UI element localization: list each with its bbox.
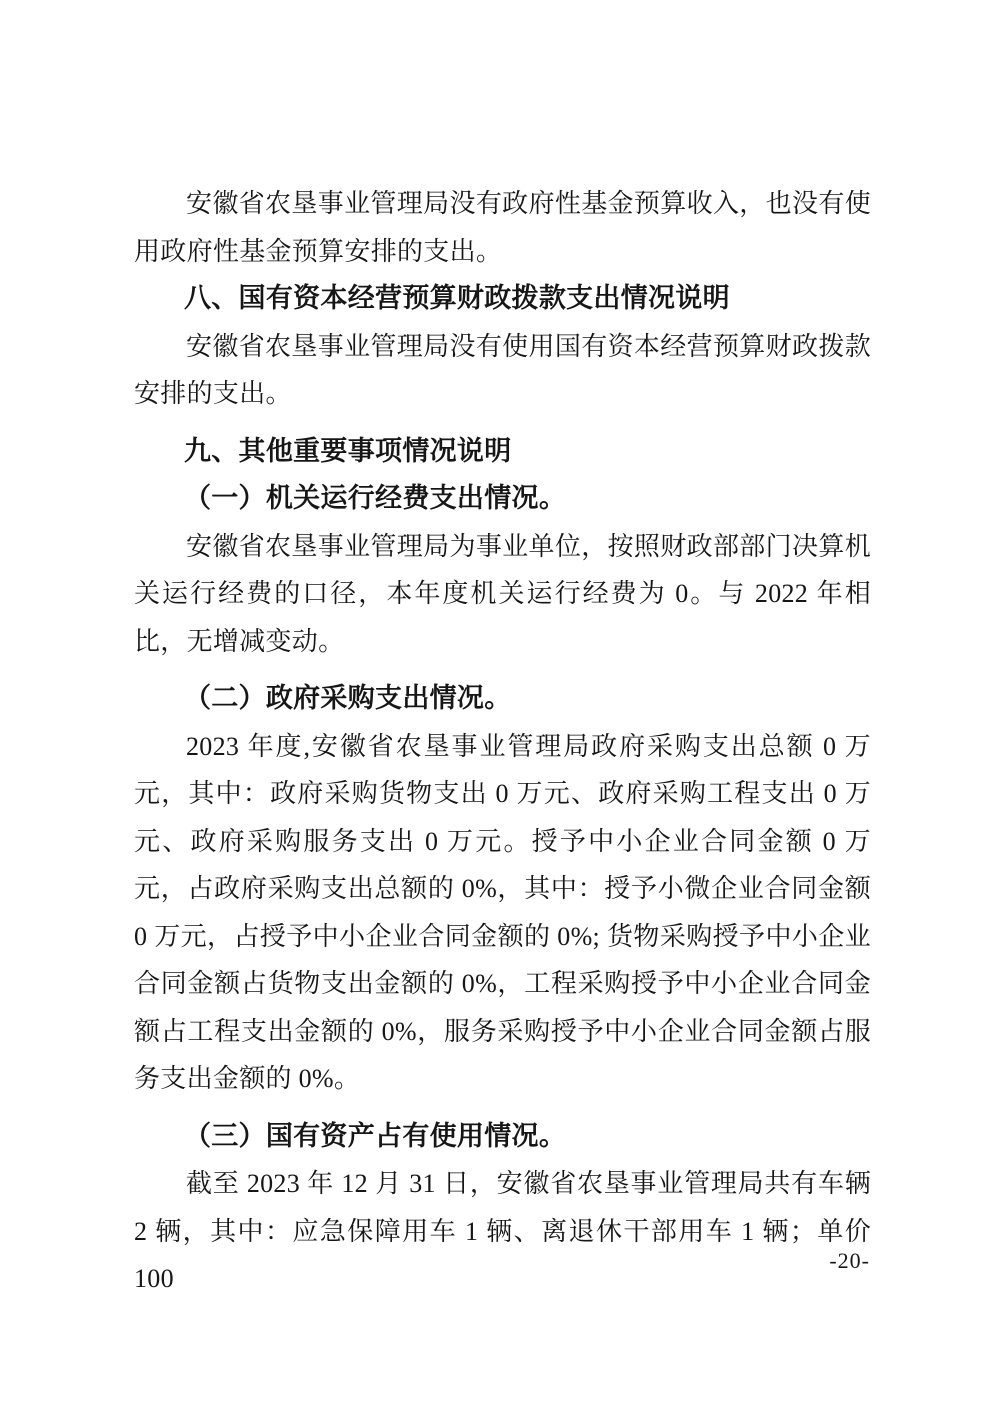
- subsection-heading-9-3: （三）国有资产占有使用情况。: [183, 1120, 567, 1151]
- subsection-heading-9-1: （一）机关运行经费支出情况。: [183, 483, 567, 513]
- paragraph-state-assets: 截至 2023 年 12 月 31 日，安徽省农垦事业管理局共有车辆 2 辆，其中：应急保障用车 1 辆、离退休干部用车 1 辆；单价 100: [134, 1169, 871, 1293]
- page-number: -20-: [829, 1248, 870, 1273]
- subsection-heading-9-2: （二）政府采购支出情况。: [183, 683, 512, 713]
- paragraph-operating-expense: 安徽省农垦事业管理局为事业单位，按照财政部部门决算机关运行经费的口径，本年度机关运行经费为 0。与 2022 年相比，无增减变动。: [134, 531, 871, 656]
- paragraph-government-fund: 安徽省农垦事业管理局没有政府性基金预算收入，也没有使用政府性基金预算安排的支出。: [134, 189, 871, 266]
- paragraph-section8-body: 安徽省农垦事业管理局没有使用国有资本经营预算财政拨款安排的支出。: [134, 331, 871, 408]
- paragraph-procurement: 2023 年度,安徽省农垦事业管理局政府采购支出总额 0 万元，其中：政府采购货物支出 0 万元、政府采购工程支出 0 万元、政府采购服务支出 0 万元。授予中小企业合同金额 0 万元，占政府采购支出总额的 0%，其中：授予小微企业合同金额 0 万元，占授予中小企业合同金额的 0%; 货物采购授予中小企业合同金额占货物支出金额的 0%，工程采购授予中小企业合同金额占工程支出金额的 0%，服务采购授予中小企业合同金额占服务支出金额的 0%。: [134, 731, 871, 1093]
- document-content: [134, 180, 871, 1303]
- section-heading-9: 九、其他重要事项情况说明: [183, 435, 512, 466]
- section-heading-8: 八、国有资本经营预算财政拨款支出情况说明: [183, 283, 730, 313]
